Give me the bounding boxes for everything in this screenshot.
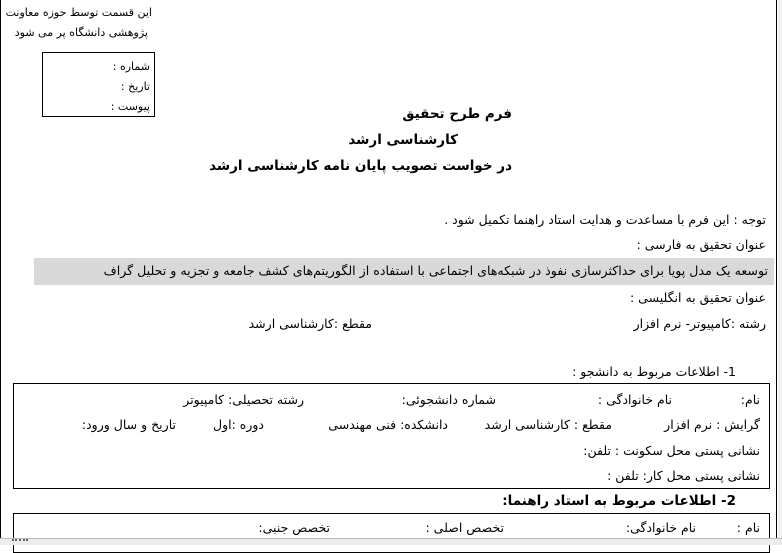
student-family-label: نام خانوادگی : — [597, 392, 672, 407]
student-orientation: گرایش : نرم افزار — [664, 417, 760, 432]
guidance-note: توجه : این فرم با مساعدت و هدایت استاد راهنما تکمیل شود . — [444, 212, 766, 227]
supervisor-main-specialty: تخصص اصلی : — [425, 520, 504, 535]
supervisor-family-label: نام خانوادگی: — [625, 520, 696, 535]
office-note-line2: پژوهشی دانشگاه پر می شود — [14, 26, 148, 39]
student-name-label: نام: — [740, 392, 760, 407]
title-fa-label: عنوان تحقیق به فارسی : — [636, 237, 766, 252]
page-break-marker — [12, 539, 28, 544]
ref-attachment-label: پیوست : — [110, 100, 150, 113]
section2-heading: 2- اطلاعات مربوط به استاد راهنما: — [502, 493, 736, 509]
page-left-border — [0, 0, 1, 544]
request-title: در خواست تصویب پایان نامه کارشناسی ارشد — [209, 158, 512, 174]
entry-date-label: تاریخ و سال ورود: — [81, 417, 176, 432]
title-fa-value: توسعه یک مدل پویا برای حداکثرسازی نفوذ در شبکه‌های اجتماعی با استفاده از الگوریتم‌های کشف جامعه و تجزیه و تحلیل گراف — [103, 263, 768, 278]
vertical-scrollbar[interactable] — [778, 0, 782, 544]
degree-title: کارشناسی ارشد — [348, 132, 458, 148]
student-major: رشته تحصیلی: کامپیوتر — [183, 392, 304, 407]
field-of-study: رشته :کامپیوتر- نرم افزار — [633, 316, 766, 331]
degree-level: مقطع :کارشناسی ارشد — [248, 316, 372, 331]
work-address-label: نشانی پستی محل کار: تلفن : — [607, 468, 760, 483]
home-address-label: نشانی پستی محل سکونت : تلفن: — [583, 443, 760, 458]
student-level: مقطع : کارشناسی ارشد — [484, 417, 612, 432]
page-right-border — [776, 0, 777, 544]
student-number-label: شماره دانشجوئی: — [401, 392, 496, 407]
student-term: دوره :اول — [213, 417, 264, 432]
supervisor-name-label: نام : — [736, 520, 760, 535]
supervisor-minor-specialty: تخصص جنبی: — [258, 520, 330, 535]
form-title: فرم طرح تحقیق — [402, 106, 512, 122]
ref-date-label: تاریخ : — [120, 80, 150, 93]
title-en-label: عنوان تحقیق به انگلیسی : — [629, 290, 766, 305]
ref-number-label: شماره : — [112, 60, 150, 73]
section1-heading: 1- اطلاعات مربوط به دانشجو : — [572, 364, 736, 379]
student-faculty: دانشکده: فنی مهندسی — [328, 417, 448, 432]
office-note-line1: این قسمت توسط حوزه معاونت — [5, 6, 152, 19]
